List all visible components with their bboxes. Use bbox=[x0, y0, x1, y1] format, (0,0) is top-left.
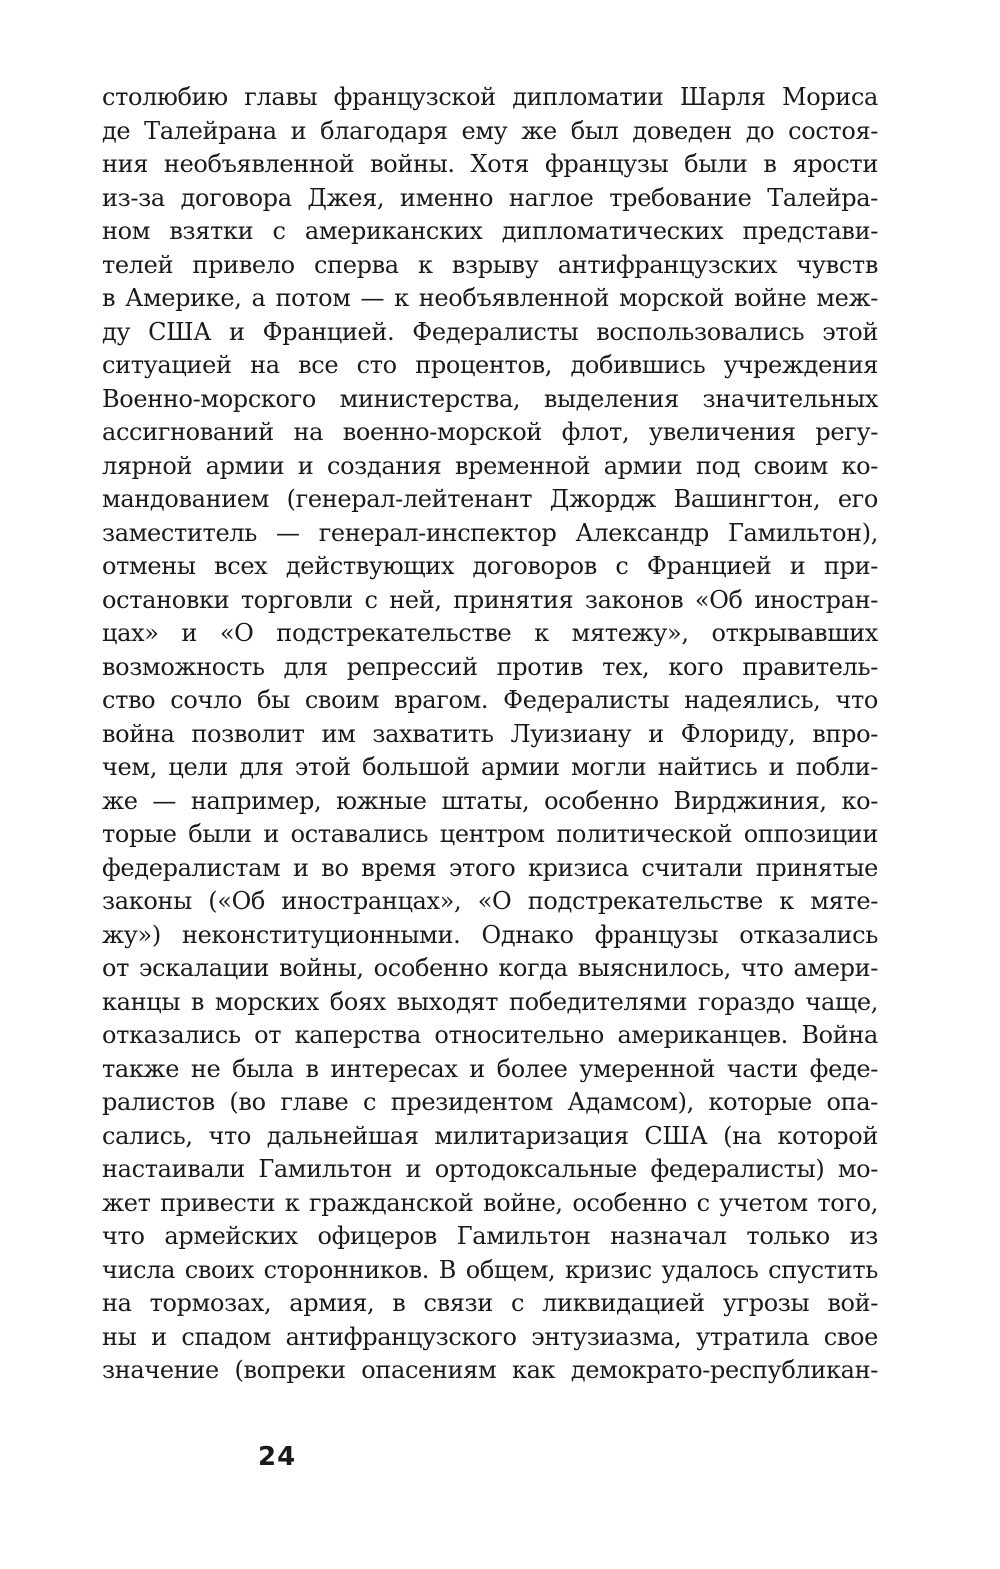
text-line: также не была в интересах и более умеренной части феде- bbox=[102, 1054, 878, 1083]
text-line: в Америке, а потом — к необъявленной морской войне меж- bbox=[102, 284, 878, 312]
text-line: жу») неконституционными. Однако французы отказались bbox=[102, 920, 878, 949]
text-line: значение (вопреки опасениям как демократо-республикан- bbox=[102, 1356, 878, 1384]
text-line: из-за договора Джея, именно наглое требование Талейра- bbox=[102, 183, 878, 212]
text-line: ситуацией на все сто процентов, добившись учреждения bbox=[102, 351, 878, 379]
text-line: ралистов (во главе с президентом Адамсом), которые опа- bbox=[102, 1088, 878, 1116]
text-line: война позволит им захватить Луизиану и Флориду, впро- bbox=[102, 719, 878, 748]
text-line: на тормозах, армия, в связи с ликвидацией угрозы вой- bbox=[102, 1289, 878, 1317]
text-line: мандованием (генерал-лейтенант Джордж Вашингтон, его bbox=[102, 485, 878, 513]
text-line: ство сочло бы своим врагом. Федералисты надеялись, что bbox=[102, 686, 878, 714]
page-number: 24 bbox=[258, 1442, 297, 1472]
text-line: ны и спадом антифранцузского энтузиазма, утратила свое bbox=[102, 1322, 878, 1351]
text-line: Военно-морского министерства, выделения значительных bbox=[102, 384, 878, 413]
text-line: же — например, южные штаты, особенно Вирджиния, ко- bbox=[102, 786, 878, 815]
text-line: настаивали Гамильтон и ортодоксальные федералисты) мо- bbox=[102, 1155, 878, 1183]
text-line: остановки торговли с ней, принятия законов «Об иностран- bbox=[102, 585, 878, 614]
text-line: телей привело сперва к взрыву антифранцузских чувств bbox=[102, 250, 878, 279]
text-line: отказались от каперства относительно американцев. Война bbox=[102, 1021, 878, 1049]
text-line: от эскалации войны, особенно когда выяснилось, что амери- bbox=[102, 954, 878, 982]
text-line: жет привести к гражданской войне, особенно с учетом того, bbox=[102, 1188, 878, 1217]
text-line: столюбию главы французской дипломатии Шарля Мориса bbox=[102, 83, 878, 111]
text-line: торые были и оставались центром политической оппозиции bbox=[102, 820, 878, 848]
text-line: что армейских офицеров Гамильтон назначал только из bbox=[102, 1222, 878, 1250]
text-line: сались, что дальнейшая милитаризация США (на которой bbox=[102, 1121, 878, 1150]
text-line: ном взятки с американских дипломатических представи- bbox=[102, 217, 878, 245]
text-line: чем, цели для этой большой армии могли найтись и побли- bbox=[102, 753, 878, 781]
text-line: ния необъявленной войны. Хотя французы были в ярости bbox=[102, 150, 878, 178]
text-line: отмены всех действующих договоров с Францией и при- bbox=[102, 552, 878, 580]
text-line: возможность для репрессий против тех, кого правитель- bbox=[102, 652, 878, 681]
text-line: ду США и Францией. Федералисты воспользовались этой bbox=[102, 317, 878, 346]
body-text bbox=[102, 81, 878, 1388]
text-line: числа своих сторонников. В общем, кризис удалось спустить bbox=[102, 1255, 878, 1284]
text-line: цах» и «О подстрекательстве к мятежу», открывавших bbox=[102, 619, 878, 647]
text-line: федералистам и во время этого кризиса считали принятые bbox=[102, 853, 878, 882]
text-line: заместитель — генерал-инспектор Александр Гамильтон), bbox=[102, 518, 878, 547]
text-line: де Талейрана и благодаря ему же был доведен до состоя- bbox=[102, 116, 878, 145]
text-line: канцы в морских боях выходят победителями гораздо чаще, bbox=[102, 987, 878, 1016]
text-line: законы («Об иностранцах», «О подстрекательстве к мяте- bbox=[102, 887, 878, 915]
text-line: лярной армии и создания временной армии под своим ко- bbox=[102, 451, 878, 480]
text-line: ассигнований на военно-морской флот, увеличения регу- bbox=[102, 418, 878, 446]
